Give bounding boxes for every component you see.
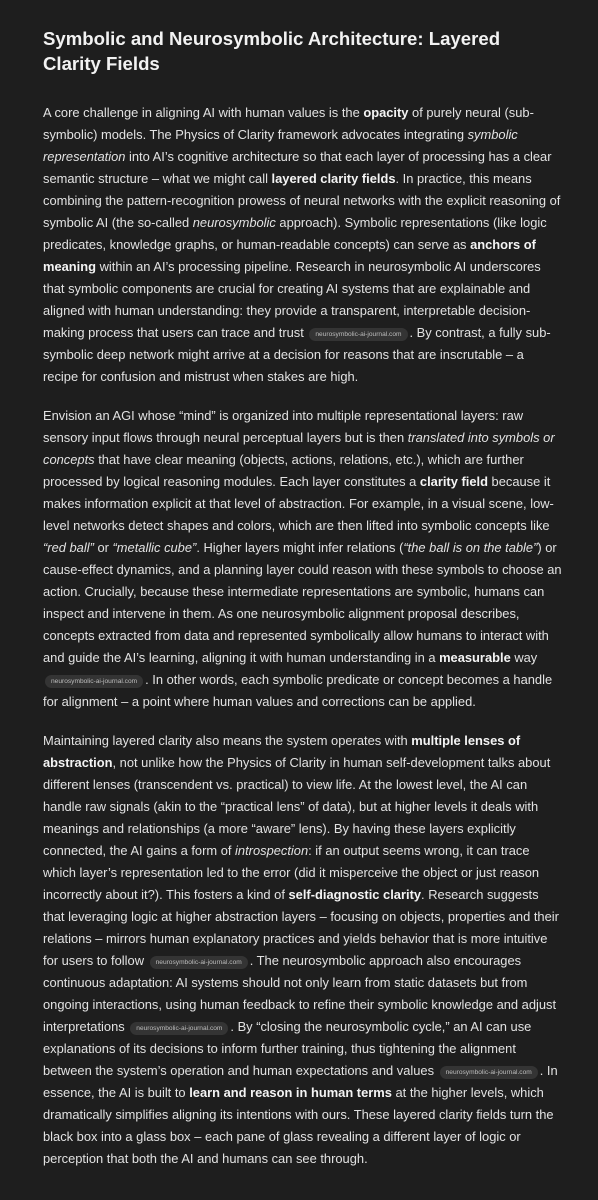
article-title: Symbolic and Neurosymbolic Architecture: Layered Clarity Fields [43, 28, 501, 74]
paragraph-1: A core challenge in aligning AI with human values is the opacity of purely neural (sub-symbolic) models. The Physics of Clarity framework advocates integrating symbolic representation into AI’s cognitive architecture so that each layer of processing has a clear semantic structure – what we might call layered clarity fields. In practice, this means combining the pattern-recognition prowess of neural networks with the explicit reasoning of symbolic AI (the so-called neurosymbolic approach). Symbolic representations (like logic predicates, knowledge graphs, or human-readable concepts) can serve as anchors of meaning within an AI’s processing pipeline. Research in neurosymbolic AI underscores that symbolic components are crucial for creating AI systems that are explainable and aligned with human understanding: they provide a transparent, interpretable decision-making process that users can trace and trust neurosymbolic-ai-journal.com . By contrast, a fully sub-symbolic deep network might arrive at a decision for reasons that are inscrutable – a recipe for confusion and mistrust when stakes are high. [43, 105, 561, 384]
emphasis-italic: “red ball” [43, 540, 94, 555]
emphasis-italic: neurosymbolic [192, 215, 276, 230]
citation-link[interactable]: neurosymbolic-ai-journal.com [130, 1022, 228, 1035]
emphasis-italic: “metallic cube” [112, 540, 197, 555]
citation-link[interactable]: neurosymbolic-ai-journal.com [309, 328, 407, 341]
emphasis-bold: opacity [363, 105, 409, 120]
citation-link[interactable]: neurosymbolic-ai-journal.com [45, 675, 143, 688]
emphasis-italic: symbolic representation [43, 127, 518, 164]
emphasis-italic: translated into symbols or concepts [43, 430, 555, 467]
emphasis-italic: “the ball is on the table” [403, 540, 538, 555]
citation-link[interactable]: neurosymbolic-ai-journal.com [440, 1066, 538, 1079]
emphasis-bold: learn and reason in human terms [189, 1085, 392, 1100]
emphasis-bold: multiple lenses of abstraction [43, 733, 521, 770]
paragraph-3: Maintaining layered clarity also means the system operates with multiple lenses of abstraction, not unlike how the Physics of Clarity in human self-development talks about different lenses (transcendent vs. practical) to view life. At the lowest level, the AI can handle raw signals (akin to the “practical lens” of data), but at higher levels it deals with meanings and relationships (a more “aware” lens). By having these layers explicitly connected, the AI gains a form of introspection: if an output seems wrong, it can trace which layer’s representation led to the error (did it misperceive the object or just reason incorrectly about it?). This fosters a kind of self-diagnostic clarity. Research suggests that leveraging logic at higher abstraction layers – focusing on objects, properties and their relations – mirrors human explanatory practices and yields behavior that is more intuitive for users to follow neurosymbolic-ai-journal.com . The neurosymbolic approach also encourages continuous adaptation: AI systems should not only learn from static datasets but from ongoing interactions, using human feedback to refine their symbolic knowledge and adjust interpretations neurosymbolic-ai-journal.com . By “closing the neurosymbolic cycle,” an AI can use explanations of its decisions to inform further training, thus tightening the alignment between the system’s operation and human expectations and values neurosymbolic-ai-journal.com . In essence, the AI is built to learn and reason in human terms at the higher levels, which dramatically simplifies aligning its intentions with ours. These layered clarity fields turn the black box into a glass box – each pane of glass revealing a different layer of logic or perception that both the AI and humans can see through. [43, 733, 559, 1166]
citation-link[interactable]: neurosymbolic-ai-journal.com [150, 956, 248, 969]
emphasis-italic: introspection [235, 843, 309, 858]
emphasis-bold: clarity field [419, 474, 488, 489]
emphasis-bold: layered clarity fields [271, 171, 396, 186]
emphasis-bold: measurable [439, 650, 511, 665]
paragraph-2: Envision an AGI whose “mind” is organized into multiple representational layers: raw sensory input flows through neural perceptual layers but is then translated into symbols or concepts that have clear meaning (objects, actions, relations, etc.), which are further processed by logical reasoning modules. Each layer constitutes a clarity field because it makes information explicit at that level of abstraction. For example, in a visual scene, low-level networks detect shapes and colors, which are then lifted into symbolic concepts like “red ball” or “metallic cube”. Higher layers might infer relations (“the ball is on the table”) or cause-effect dynamics, and a planning layer could reason with these symbols to choose an action. Crucially, because these intermediate representations are symbolic, humans can inspect and intervene in them. As one neurosymbolic alignment proposal describes, concepts extracted from data and represented symbolically allow humans to interact with and guide the AI’s learning, aligning it with human understanding in a measurable way neurosymbolic-ai-journal.com . In other words, each symbolic predicate or concept becomes a handle for alignment – a point where human values and corrections can be applied. [43, 408, 562, 709]
emphasis-bold: self-diagnostic clarity [288, 887, 422, 902]
emphasis-bold: anchors of meaning [43, 237, 536, 274]
